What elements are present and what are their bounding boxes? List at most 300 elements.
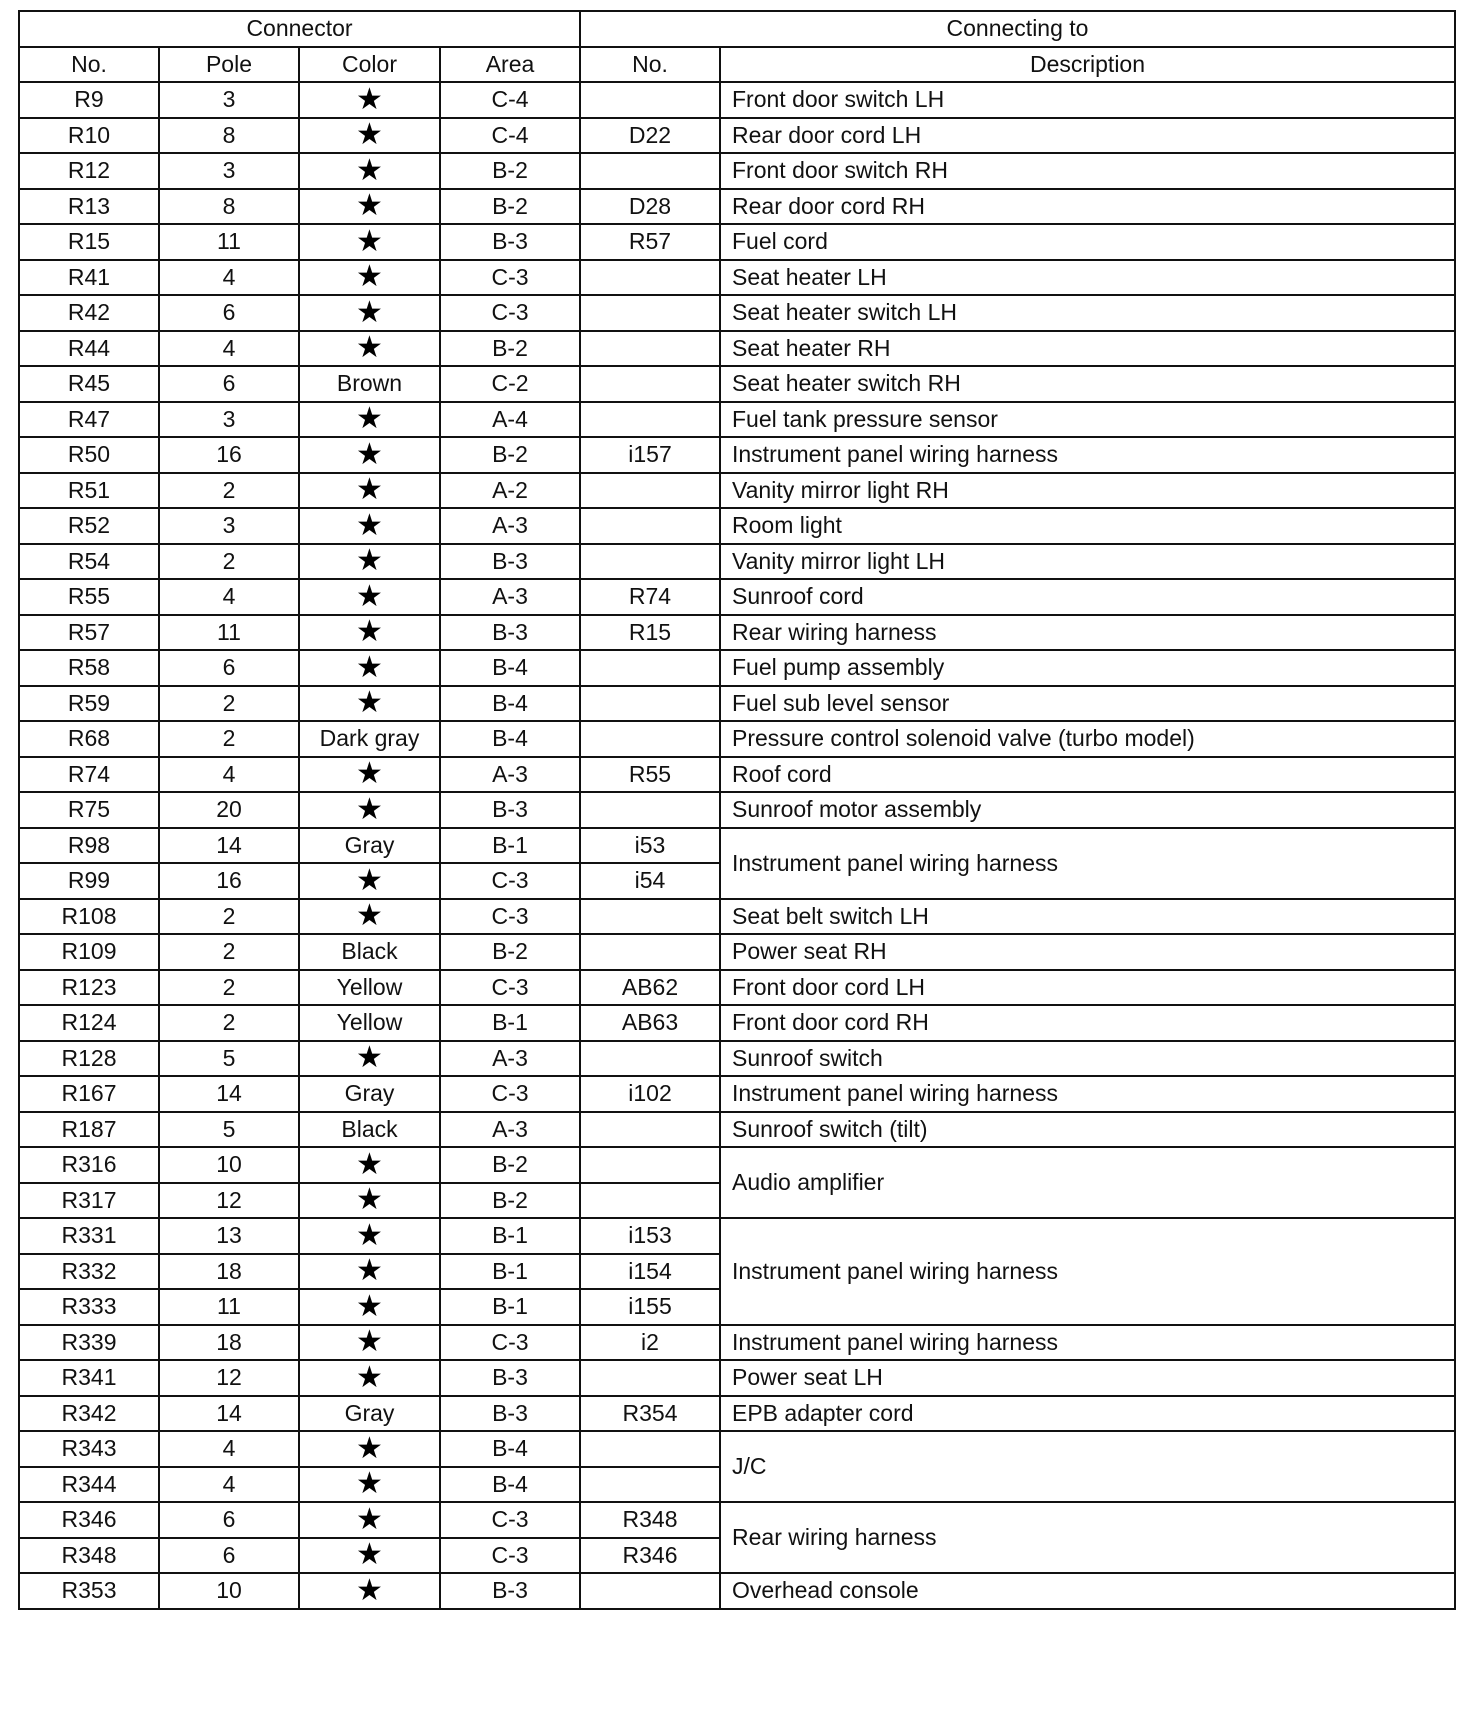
table-row: [19, 1360, 1455, 1396]
cell-area: B-4: [440, 1467, 580, 1503]
cell-description: Seat heater switch LH: [720, 295, 1455, 331]
cell-description: Vanity mirror light LH: [720, 544, 1455, 580]
cell-pole: 11: [159, 224, 299, 260]
cell-area: B-3: [440, 1360, 580, 1396]
cell-description: Front door switch RH: [720, 153, 1455, 189]
table-row: [19, 721, 1455, 757]
star-icon: ★: [299, 1289, 440, 1325]
cell-connecting-no: [580, 508, 720, 544]
cell-connecting-no: i53: [580, 828, 720, 864]
cell-color: Gray: [299, 828, 440, 864]
cell-connecting-no: [580, 295, 720, 331]
cell-description: Fuel sub level sensor: [720, 686, 1455, 722]
cell-connecting-no: [580, 1360, 720, 1396]
cell-area: B-1: [440, 1254, 580, 1290]
cell-connector-no: R123: [19, 970, 159, 1006]
header-pole: Pole: [159, 47, 299, 83]
star-icon: ★: [299, 544, 440, 580]
table-row: [19, 934, 1455, 970]
cell-connector-no: R187: [19, 1112, 159, 1148]
cell-description: Fuel pump assembly: [720, 650, 1455, 686]
cell-color: Black: [299, 1112, 440, 1148]
cell-area: C-4: [440, 118, 580, 154]
cell-connector-no: R58: [19, 650, 159, 686]
table-row: [19, 792, 1455, 828]
cell-description: Audio amplifier: [720, 1147, 1455, 1218]
header-area: Area: [440, 47, 580, 83]
table-row: [19, 1005, 1455, 1041]
cell-description: Front door cord LH: [720, 970, 1455, 1006]
star-icon: ★: [299, 437, 440, 473]
cell-connecting-no: i157: [580, 437, 720, 473]
cell-description: Roof cord: [720, 757, 1455, 793]
cell-connecting-no: [580, 792, 720, 828]
cell-pole: 10: [159, 1147, 299, 1183]
cell-connecting-no: R354: [580, 1396, 720, 1432]
cell-pole: 8: [159, 118, 299, 154]
cell-connecting-no: D28: [580, 189, 720, 225]
cell-connector-no: R342: [19, 1396, 159, 1432]
star-icon: ★: [299, 189, 440, 225]
cell-connecting-no: i155: [580, 1289, 720, 1325]
cell-connector-no: R167: [19, 1076, 159, 1112]
cell-pole: 6: [159, 366, 299, 402]
cell-area: B-3: [440, 544, 580, 580]
cell-area: B-2: [440, 437, 580, 473]
cell-pole: 8: [159, 189, 299, 225]
star-icon: ★: [299, 1041, 440, 1077]
cell-color: Black: [299, 934, 440, 970]
cell-area: C-3: [440, 260, 580, 296]
star-icon: ★: [299, 508, 440, 544]
cell-area: B-2: [440, 1147, 580, 1183]
cell-area: B-2: [440, 189, 580, 225]
cell-pole: 4: [159, 260, 299, 296]
cell-pole: 2: [159, 970, 299, 1006]
star-icon: ★: [299, 402, 440, 438]
table-row: [19, 366, 1455, 402]
table-row: [19, 899, 1455, 935]
star-icon: ★: [299, 579, 440, 615]
cell-pole: 4: [159, 1467, 299, 1503]
cell-connector-no: R15: [19, 224, 159, 260]
cell-area: B-1: [440, 1005, 580, 1041]
cell-area: B-3: [440, 1396, 580, 1432]
cell-connecting-no: D22: [580, 118, 720, 154]
cell-connector-no: R44: [19, 331, 159, 367]
star-icon: ★: [299, 1467, 440, 1503]
cell-pole: 13: [159, 1218, 299, 1254]
cell-connecting-no: R348: [580, 1502, 720, 1538]
table-row: [19, 1218, 1455, 1254]
cell-area: C-3: [440, 1538, 580, 1574]
cell-pole: 12: [159, 1183, 299, 1219]
cell-area: C-2: [440, 366, 580, 402]
cell-connecting-no: R15: [580, 615, 720, 651]
header-connecting-no: No.: [580, 47, 720, 83]
cell-pole: 3: [159, 402, 299, 438]
cell-connecting-no: [580, 153, 720, 189]
cell-connecting-no: [580, 331, 720, 367]
cell-area: C-3: [440, 295, 580, 331]
cell-description: Rear wiring harness: [720, 615, 1455, 651]
cell-connecting-no: [580, 82, 720, 118]
star-icon: ★: [299, 686, 440, 722]
cell-area: B-1: [440, 828, 580, 864]
header-no: No.: [19, 47, 159, 83]
cell-area: B-2: [440, 153, 580, 189]
table-row: [19, 828, 1455, 864]
cell-connector-no: R50: [19, 437, 159, 473]
cell-color: Yellow: [299, 970, 440, 1006]
cell-pole: 4: [159, 579, 299, 615]
cell-connector-no: R52: [19, 508, 159, 544]
star-icon: ★: [299, 899, 440, 935]
cell-pole: 18: [159, 1325, 299, 1361]
header-group-row: [19, 11, 1455, 47]
cell-connector-no: R57: [19, 615, 159, 651]
table-row: [19, 650, 1455, 686]
header-connector: Connector: [19, 11, 580, 47]
table-row: [19, 757, 1455, 793]
table-row: [19, 615, 1455, 651]
cell-connecting-no: i102: [580, 1076, 720, 1112]
cell-pole: 10: [159, 1573, 299, 1609]
cell-connector-no: R55: [19, 579, 159, 615]
cell-connecting-no: [580, 899, 720, 935]
cell-connector-no: R74: [19, 757, 159, 793]
cell-area: B-4: [440, 650, 580, 686]
cell-description: J/C: [720, 1431, 1455, 1502]
cell-area: A-3: [440, 1041, 580, 1077]
cell-connecting-no: i154: [580, 1254, 720, 1290]
cell-connecting-no: [580, 650, 720, 686]
cell-area: B-2: [440, 934, 580, 970]
table-row: [19, 1431, 1455, 1467]
cell-area: B-4: [440, 1431, 580, 1467]
cell-description: EPB adapter cord: [720, 1396, 1455, 1432]
cell-connecting-no: R57: [580, 224, 720, 260]
cell-area: B-3: [440, 224, 580, 260]
table-row: [19, 1325, 1455, 1361]
cell-description: Rear door cord LH: [720, 118, 1455, 154]
cell-description: Seat heater LH: [720, 260, 1455, 296]
cell-description: Seat heater switch RH: [720, 366, 1455, 402]
cell-connector-no: R12: [19, 153, 159, 189]
cell-description: Vanity mirror light RH: [720, 473, 1455, 509]
table-row: [19, 153, 1455, 189]
cell-description: Rear wiring harness: [720, 1502, 1455, 1573]
table-row: [19, 686, 1455, 722]
table-row: [19, 118, 1455, 154]
cell-connecting-no: [580, 1147, 720, 1183]
cell-pole: 14: [159, 1076, 299, 1112]
star-icon: ★: [299, 1147, 440, 1183]
cell-description: Sunroof cord: [720, 579, 1455, 615]
cell-connector-no: R346: [19, 1502, 159, 1538]
cell-connecting-no: R55: [580, 757, 720, 793]
cell-connecting-no: i153: [580, 1218, 720, 1254]
cell-connector-no: R348: [19, 1538, 159, 1574]
cell-connector-no: R51: [19, 473, 159, 509]
table-row: [19, 82, 1455, 118]
cell-description: Fuel tank pressure sensor: [720, 402, 1455, 438]
cell-connector-no: R75: [19, 792, 159, 828]
cell-area: A-3: [440, 1112, 580, 1148]
star-icon: ★: [299, 1254, 440, 1290]
cell-connector-no: R98: [19, 828, 159, 864]
cell-connector-no: R9: [19, 82, 159, 118]
cell-description: Power seat LH: [720, 1360, 1455, 1396]
star-icon: ★: [299, 473, 440, 509]
cell-color: Dark gray: [299, 721, 440, 757]
cell-area: B-2: [440, 1183, 580, 1219]
cell-connector-no: R45: [19, 366, 159, 402]
table-row: [19, 224, 1455, 260]
cell-connecting-no: [580, 686, 720, 722]
cell-connector-no: R109: [19, 934, 159, 970]
header-connecting-to: Connecting to: [580, 11, 1455, 47]
star-icon: ★: [299, 331, 440, 367]
table-row: [19, 295, 1455, 331]
cell-area: B-4: [440, 721, 580, 757]
header-column-row: [19, 47, 1455, 83]
cell-pole: 14: [159, 1396, 299, 1432]
cell-connector-no: R124: [19, 1005, 159, 1041]
cell-connecting-no: [580, 1467, 720, 1503]
table-row: [19, 1112, 1455, 1148]
cell-connector-no: R41: [19, 260, 159, 296]
table-row: [19, 189, 1455, 225]
table-row: [19, 1147, 1455, 1183]
cell-connecting-no: [580, 366, 720, 402]
cell-pole: 6: [159, 650, 299, 686]
star-icon: ★: [299, 757, 440, 793]
star-icon: ★: [299, 82, 440, 118]
cell-pole: 2: [159, 721, 299, 757]
cell-connecting-no: [580, 1112, 720, 1148]
cell-description: Rear door cord RH: [720, 189, 1455, 225]
table-row: [19, 1076, 1455, 1112]
cell-area: B-3: [440, 1573, 580, 1609]
table-row: [19, 1396, 1455, 1432]
star-icon: ★: [299, 1325, 440, 1361]
cell-area: B-1: [440, 1289, 580, 1325]
cell-connector-no: R47: [19, 402, 159, 438]
cell-description: Instrument panel wiring harness: [720, 1325, 1455, 1361]
cell-pole: 4: [159, 757, 299, 793]
table-row: [19, 331, 1455, 367]
cell-description: Pressure control solenoid valve (turbo model): [720, 721, 1455, 757]
cell-connector-no: R128: [19, 1041, 159, 1077]
star-icon: ★: [299, 1502, 440, 1538]
cell-description: Overhead console: [720, 1573, 1455, 1609]
cell-connector-no: R42: [19, 295, 159, 331]
cell-connector-no: R353: [19, 1573, 159, 1609]
cell-connector-no: R316: [19, 1147, 159, 1183]
cell-color: Gray: [299, 1396, 440, 1432]
cell-connecting-no: R74: [580, 579, 720, 615]
cell-area: B-4: [440, 686, 580, 722]
cell-connector-no: R339: [19, 1325, 159, 1361]
cell-connector-no: R54: [19, 544, 159, 580]
cell-pole: 2: [159, 473, 299, 509]
cell-connecting-no: [580, 1183, 720, 1219]
cell-description: Fuel cord: [720, 224, 1455, 260]
cell-description: Sunroof switch (tilt): [720, 1112, 1455, 1148]
cell-description: Instrument panel wiring harness: [720, 437, 1455, 473]
cell-connector-no: R341: [19, 1360, 159, 1396]
star-icon: ★: [299, 1183, 440, 1219]
cell-pole: 2: [159, 934, 299, 970]
cell-connector-no: R344: [19, 1467, 159, 1503]
cell-pole: 18: [159, 1254, 299, 1290]
cell-connecting-no: [580, 1041, 720, 1077]
star-icon: ★: [299, 1360, 440, 1396]
cell-color: Gray: [299, 1076, 440, 1112]
table-row: [19, 508, 1455, 544]
cell-pole: 16: [159, 437, 299, 473]
cell-description: Seat belt switch LH: [720, 899, 1455, 935]
cell-connector-no: R99: [19, 863, 159, 899]
star-icon: ★: [299, 1573, 440, 1609]
cell-connecting-no: R346: [580, 1538, 720, 1574]
table-row: [19, 1502, 1455, 1538]
cell-area: B-3: [440, 615, 580, 651]
cell-pole: 4: [159, 1431, 299, 1467]
star-icon: ★: [299, 615, 440, 651]
table-row: [19, 544, 1455, 580]
cell-pole: 2: [159, 686, 299, 722]
cell-description: Instrument panel wiring harness: [720, 1218, 1455, 1325]
cell-description: Sunroof motor assembly: [720, 792, 1455, 828]
cell-area: C-4: [440, 82, 580, 118]
cell-area: B-3: [440, 792, 580, 828]
star-icon: ★: [299, 260, 440, 296]
cell-area: A-3: [440, 579, 580, 615]
cell-area: A-3: [440, 757, 580, 793]
star-icon: ★: [299, 118, 440, 154]
cell-description: Front door switch LH: [720, 82, 1455, 118]
cell-pole: 3: [159, 153, 299, 189]
cell-connecting-no: [580, 544, 720, 580]
cell-pole: 3: [159, 82, 299, 118]
cell-connector-no: R332: [19, 1254, 159, 1290]
connector-table: [18, 10, 1456, 1610]
cell-description: Seat heater RH: [720, 331, 1455, 367]
cell-pole: 5: [159, 1112, 299, 1148]
cell-pole: 6: [159, 1502, 299, 1538]
cell-description: Sunroof switch: [720, 1041, 1455, 1077]
cell-connector-no: R317: [19, 1183, 159, 1219]
cell-area: C-3: [440, 1325, 580, 1361]
cell-description: Room light: [720, 508, 1455, 544]
cell-description: Power seat RH: [720, 934, 1455, 970]
cell-connecting-no: [580, 1431, 720, 1467]
cell-pole: 4: [159, 331, 299, 367]
star-icon: ★: [299, 792, 440, 828]
cell-connector-no: R59: [19, 686, 159, 722]
cell-connecting-no: [580, 1573, 720, 1609]
cell-pole: 16: [159, 863, 299, 899]
star-icon: ★: [299, 863, 440, 899]
cell-area: A-3: [440, 508, 580, 544]
cell-pole: 12: [159, 1360, 299, 1396]
cell-pole: 2: [159, 899, 299, 935]
cell-area: C-3: [440, 970, 580, 1006]
cell-description: Instrument panel wiring harness: [720, 1076, 1455, 1112]
star-icon: ★: [299, 153, 440, 189]
cell-connector-no: R343: [19, 1431, 159, 1467]
cell-area: C-3: [440, 1076, 580, 1112]
cell-connector-no: R333: [19, 1289, 159, 1325]
cell-connector-no: R10: [19, 118, 159, 154]
star-icon: ★: [299, 650, 440, 686]
cell-connecting-no: [580, 402, 720, 438]
cell-pole: 6: [159, 1538, 299, 1574]
cell-area: B-1: [440, 1218, 580, 1254]
cell-pole: 11: [159, 1289, 299, 1325]
cell-connecting-no: i2: [580, 1325, 720, 1361]
cell-pole: 2: [159, 1005, 299, 1041]
header-color: Color: [299, 47, 440, 83]
cell-area: A-2: [440, 473, 580, 509]
table-row: [19, 1041, 1455, 1077]
cell-pole: 14: [159, 828, 299, 864]
cell-connector-no: R13: [19, 189, 159, 225]
star-icon: ★: [299, 1538, 440, 1574]
cell-connector-no: R108: [19, 899, 159, 935]
cell-pole: 11: [159, 615, 299, 651]
cell-description: Front door cord RH: [720, 1005, 1455, 1041]
cell-connecting-no: [580, 260, 720, 296]
table-row: [19, 437, 1455, 473]
table-row: [19, 260, 1455, 296]
connector-table-container: [18, 10, 1456, 1610]
cell-pole: 5: [159, 1041, 299, 1077]
table-row: [19, 579, 1455, 615]
cell-connector-no: R68: [19, 721, 159, 757]
star-icon: ★: [299, 224, 440, 260]
cell-pole: 20: [159, 792, 299, 828]
table-body: [19, 82, 1455, 1609]
cell-connecting-no: [580, 473, 720, 509]
cell-area: B-2: [440, 331, 580, 367]
cell-pole: 6: [159, 295, 299, 331]
cell-connecting-no: AB62: [580, 970, 720, 1006]
cell-area: C-3: [440, 1502, 580, 1538]
cell-pole: 3: [159, 508, 299, 544]
table-row: [19, 402, 1455, 438]
cell-connector-no: R331: [19, 1218, 159, 1254]
cell-connecting-no: [580, 934, 720, 970]
star-icon: ★: [299, 295, 440, 331]
table-row: [19, 473, 1455, 509]
star-icon: ★: [299, 1218, 440, 1254]
cell-color: Yellow: [299, 1005, 440, 1041]
cell-connecting-no: [580, 721, 720, 757]
table-header: [19, 11, 1455, 82]
star-icon: ★: [299, 1431, 440, 1467]
cell-connecting-no: i54: [580, 863, 720, 899]
cell-description: Instrument panel wiring harness: [720, 828, 1455, 899]
cell-area: A-4: [440, 402, 580, 438]
cell-connecting-no: AB63: [580, 1005, 720, 1041]
table-row: [19, 1573, 1455, 1609]
cell-color: Brown: [299, 366, 440, 402]
header-description: Description: [720, 47, 1455, 83]
table-row: [19, 970, 1455, 1006]
